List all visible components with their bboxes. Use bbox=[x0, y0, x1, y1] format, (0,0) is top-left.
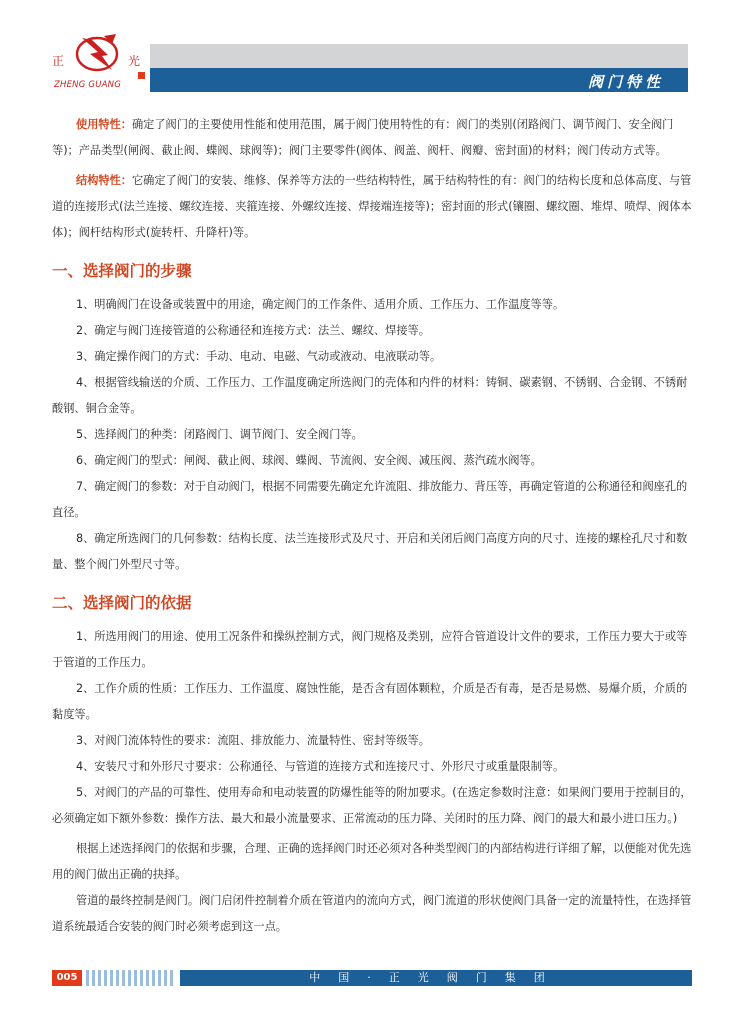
intro-usage bbox=[52, 112, 698, 164]
section1-item: 4、根据管线输送的介质、工作压力、工作温度确定所选阀门的壳体和内件的材料：铸铜、碳素钢、不锈钢、合金钢、不锈耐酸钢、铜合金等。 bbox=[52, 376, 688, 415]
section1-item: 8、确定所选阀门的几何参数：结构长度、法兰连接形式及尺寸、开启和关闭后阀门高度方向的尺寸、连接的螺栓孔尺寸和数量、整个阀门外型尺寸等。 bbox=[52, 532, 688, 571]
page-header bbox=[0, 0, 750, 100]
closing-paragraph: 管道的最终控制是阀门。阀门启闭件控制着介质在管道内的流向方式，阀门流道的形状使阀门具备一定的流量特性，在选择管道系统最适合安装的阀门时必须考虑到这一点。 bbox=[52, 894, 692, 933]
section2-item: 4、安装尺寸和外形尺寸要求：公称通径、与管道的连接方式和连接尺寸、外形尺寸或重量限制等。 bbox=[76, 760, 565, 773]
section2-item: 2、工作介质的性质：工作压力、工作温度、腐蚀性能，是否含有固体颗粒，介质是否有毒，是否是易燃、易爆介质，介质的黏度等。 bbox=[52, 682, 688, 721]
section2-item: 1、所选用阀门的用途、使用工况条件和操纵控制方式，阀门规格及类别，应符合管道设计文件的要求，工作压力要大于或等于管道的工作压力。 bbox=[52, 630, 688, 669]
main-content bbox=[52, 112, 698, 940]
header-accent-square bbox=[138, 72, 145, 79]
intro-structure bbox=[52, 168, 698, 246]
logo-char-right: 光 bbox=[128, 54, 141, 68]
section2-item: 5、对阀门的产品的可靠性、使用寿命和电动装置的防爆性能等的附加要求。(在选定参数时注意：如果阀门要用于控制目的，必须确定如下额外参数：操作方法、最大和最小流量要求、正常流动的压力降、关闭时的压力降、阀门的最大和最小进口压力。) bbox=[52, 786, 692, 825]
section1-item: 2、确定与阀门连接管道的公称通径和连接方式：法兰、螺纹、焊接等。 bbox=[76, 324, 430, 337]
logo-english: ZHENG GUANG bbox=[54, 80, 122, 90]
footer-company: 中国·正光阀门集团 bbox=[180, 970, 692, 986]
section1-item: 3、确定操作阀门的方式：手动、电动、电磁、气动或液动、电液联动等。 bbox=[76, 350, 442, 363]
company-logo bbox=[52, 30, 148, 100]
section2-title: 二、选择阀门的依据 bbox=[52, 594, 192, 612]
usage-label: 使用特性： bbox=[76, 118, 132, 131]
footer-stripes bbox=[86, 970, 176, 986]
structure-text: 它确定了阀门的安装、维修、保养等方法的一些结构特性，属于结构特性的有：阀门的结构长度和总体高度、与管道的连接形式(法兰连接、螺纹连接、夹箍连接、外螺纹连接、焊接端连接等)；密封面的形式(镶圈、螺纹圈、堆焊、喷焊、阀体本体)；阀杆结构形式(旋转杆、升降杆)等。 bbox=[52, 174, 692, 239]
header-gray-bar bbox=[150, 44, 688, 68]
lightning-logo-icon bbox=[72, 30, 122, 74]
section1-item: 1、明确阀门在设备或装置中的用途，确定阀门的工作条件、适用介质、工作压力、工作温度等等。 bbox=[76, 298, 565, 311]
section2-item: 3、对阀门流体特性的要求：流阻、排放能力、流量特性、密封等级等。 bbox=[76, 734, 430, 747]
page-number: 005 bbox=[52, 970, 82, 986]
closing-paragraph: 根据上述选择阀门的依据和步骤，合理、正确的选择阀门时还必须对各种类型阀门的内部结构进行详细了解，以便能对优先选用的阀门做出正确的抉择。 bbox=[52, 842, 692, 881]
section1-item: 6、确定阀门的型式：闸阀、截止阀、球阀、蝶阀、节流阀、安全阀、减压阀、蒸汽疏水阀等。 bbox=[76, 454, 542, 467]
section1-title: 一、选择阀门的步骤 bbox=[52, 262, 192, 280]
usage-text: 确定了阀门的主要使用性能和使用范围，属于阀门使用特性的有：阀门的类别(闭路阀门、调节阀门、安全阀门等)；产品类型(闸阀、截止阀、蝶阀、球阀等)；阀门主要零件(阀体、阀盖、阀杆、阀瓣、密封面)的材料；阀门传动方式等。 bbox=[52, 118, 674, 157]
section1-item: 5、选择阀门的种类：闭路阀门、调节阀门、安全阀门等。 bbox=[76, 428, 363, 441]
page-footer bbox=[52, 970, 692, 986]
logo-char-left: 正 bbox=[52, 54, 65, 68]
section1-item: 7、确定阀门的参数：对于自动阀门，根据不同需要先确定允许流阻、排放能力、背压等，再确定管道的公称通径和阀座孔的直径。 bbox=[52, 480, 688, 519]
structure-label: 结构特性： bbox=[76, 174, 132, 187]
page-title: 阀门特性 bbox=[587, 73, 664, 91]
